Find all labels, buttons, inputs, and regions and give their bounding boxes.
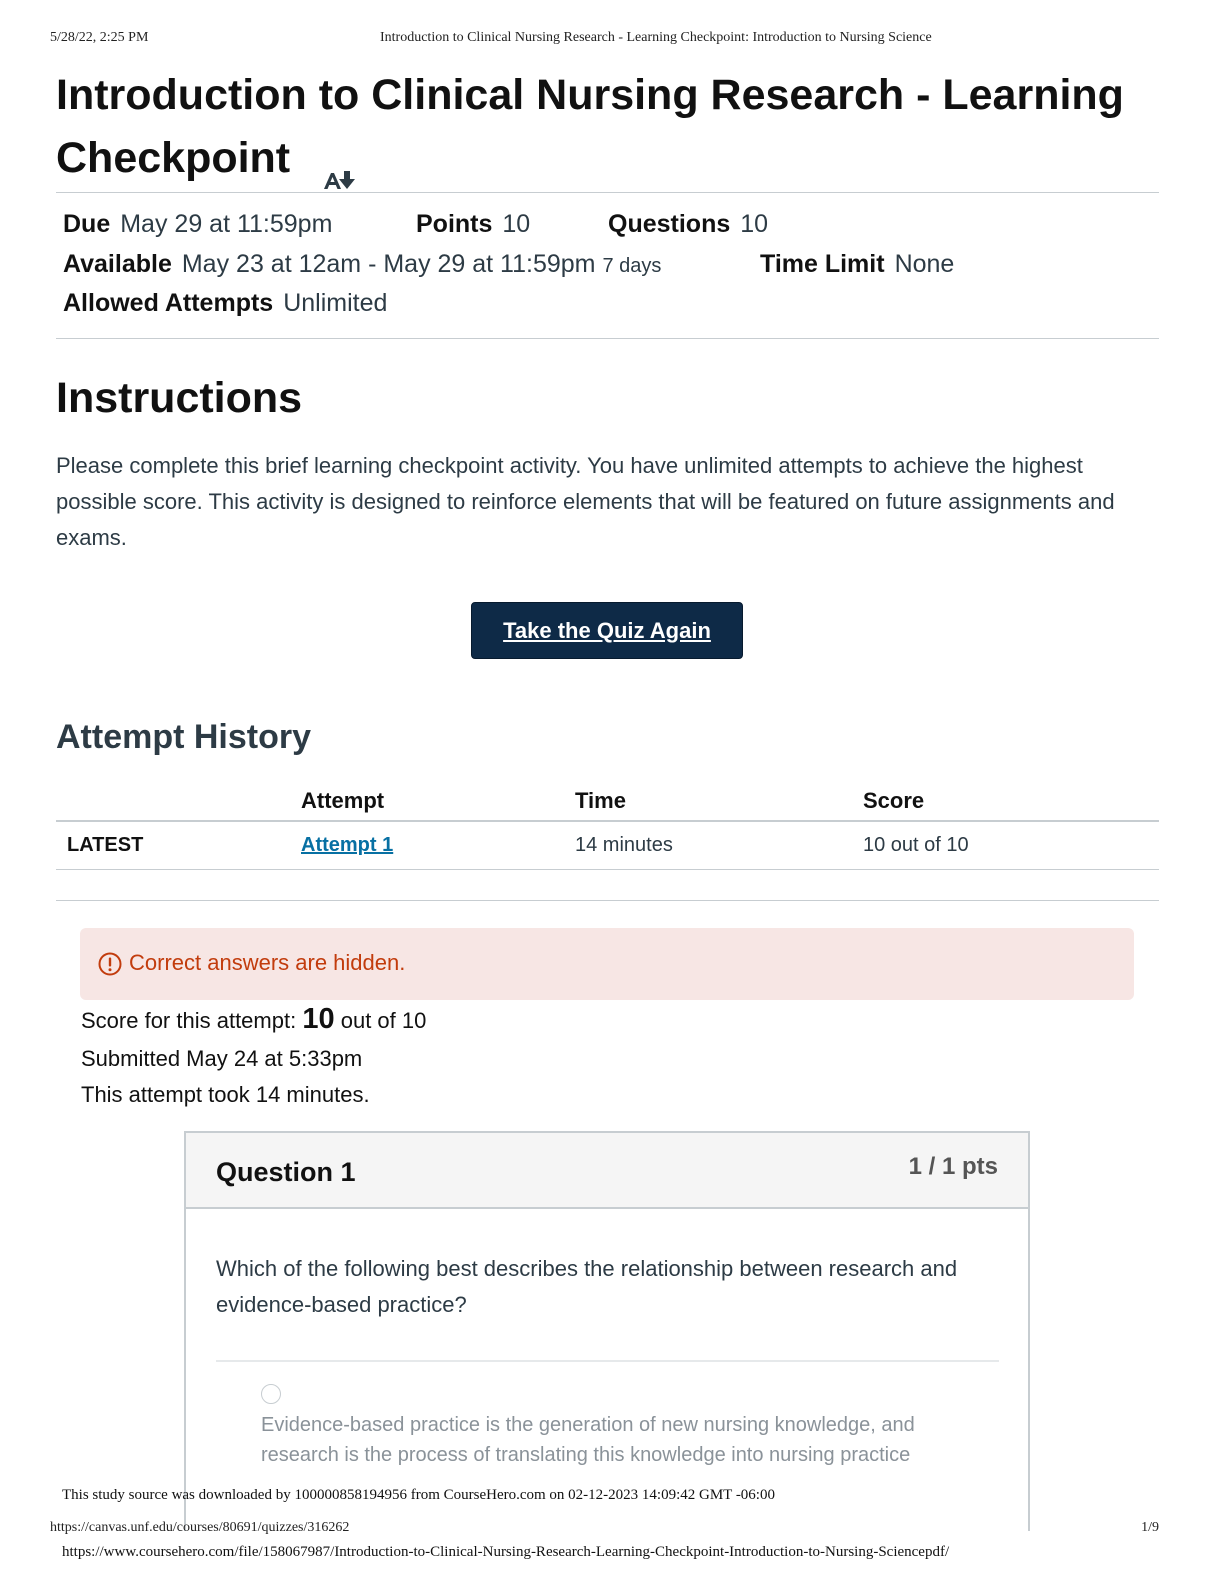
attempt-score-line [81,1003,426,1036]
points-value: 10 [502,210,531,238]
page-url: https://canvas.unf.edu/courses/80691/quizzes/316262 [50,1520,350,1535]
answer-radio[interactable] [261,1384,281,1404]
page-title [56,64,1166,190]
available-group [63,250,661,279]
available-value: May 23 at 12am - May 29 at 11:59pm [181,250,596,278]
points-group [416,210,530,239]
duration-line: This attempt took 14 minutes. [81,1082,370,1107]
score-prefix: Score for this attempt: [81,1008,297,1033]
attempt-history-heading: Attempt History [56,718,312,756]
divider [56,192,1159,193]
divider [56,338,1159,339]
page-title-text: Introduction to Clinical Nursing Research - Learning Checkpoint [56,71,1124,182]
question-name: Question 1 [216,1157,356,1187]
submitted-line: Submitted May 24 at 5:33pm [81,1046,363,1071]
due-value: May 29 at 11:59pm [120,210,333,238]
table-header [56,778,1159,822]
questions-group [608,210,768,239]
source-url: https://www.coursehero.com/file/158067987/Introduction-to-Clinical-Nursing-Research-Learning-Checkpoint-Introduction-to-Nursing-Sciencepdf/ [62,1544,950,1560]
instructions-text: Please complete this brief learning checkpoint activity. You have unlimited attempts to achieve the highest possible score. This activity is designed to reinforce elements that will be featured on future assignments and exams. [56,453,1115,550]
attempts-group [63,289,387,318]
take-quiz-again-button[interactable]: Take the Quiz Again [471,602,743,659]
table-row [56,824,1159,870]
available-days: 7 days [602,255,662,277]
column-header-time: Time [575,788,626,813]
column-header-score: Score [863,788,925,813]
question-text: Which of the following best describes the relationship between research and evidence-based practice? [216,1256,958,1317]
available-label: Available [63,250,172,278]
due-label: Due [63,210,111,238]
time-limit-label: Time Limit [760,250,885,278]
question-header [186,1133,1028,1209]
question-divider [216,1360,999,1362]
attempts-label: Allowed Attempts [63,289,274,317]
attempt-1-link[interactable]: Attempt 1 [301,834,394,856]
time-limit-value: None [894,250,955,278]
column-header-attempt: Attempt [301,788,385,813]
print-header [50,30,1174,50]
answer-option: Evidence-based practice is the generation of new nursing knowledge, and research is the process of translating this knowledge into nursing practice [261,1414,915,1466]
question-points: 1 / 1 pts [908,1153,998,1180]
question-card [184,1131,1030,1531]
print-timestamp: 5/28/22, 2:25 PM [50,30,149,45]
instructions-heading: Instructions [56,374,303,422]
divider [56,900,1159,901]
ai-translate-icon[interactable] [322,148,358,174]
score-suffix: out of 10 [340,1008,427,1033]
attempt-time: 14 minutes [575,834,673,856]
questions-label: Questions [608,210,731,238]
download-source-note: This study source was downloaded by 100000858194956 from CourseHero.com on 02-12-2023 14:09:42 GMT -06:00 [62,1487,775,1503]
points-label: Points [416,210,493,238]
alert-text: Correct answers are hidden. [129,950,406,975]
questions-value: 10 [740,210,769,238]
details-row-1 [63,210,332,239]
latest-tag: LATEST [67,834,144,856]
time-limit-group [760,250,954,279]
attempt-score: 10 out of 10 [863,834,969,856]
hidden-answers-alert [80,928,1134,1000]
score-value: 10 [302,1003,335,1035]
attempts-value: Unlimited [283,289,388,317]
warning-icon [98,952,122,976]
print-doc-title: Introduction to Clinical Nursing Research - Learning Checkpoint: Introduction to Nursing Science [380,30,932,45]
page-number: 1/9 [1141,1520,1159,1535]
